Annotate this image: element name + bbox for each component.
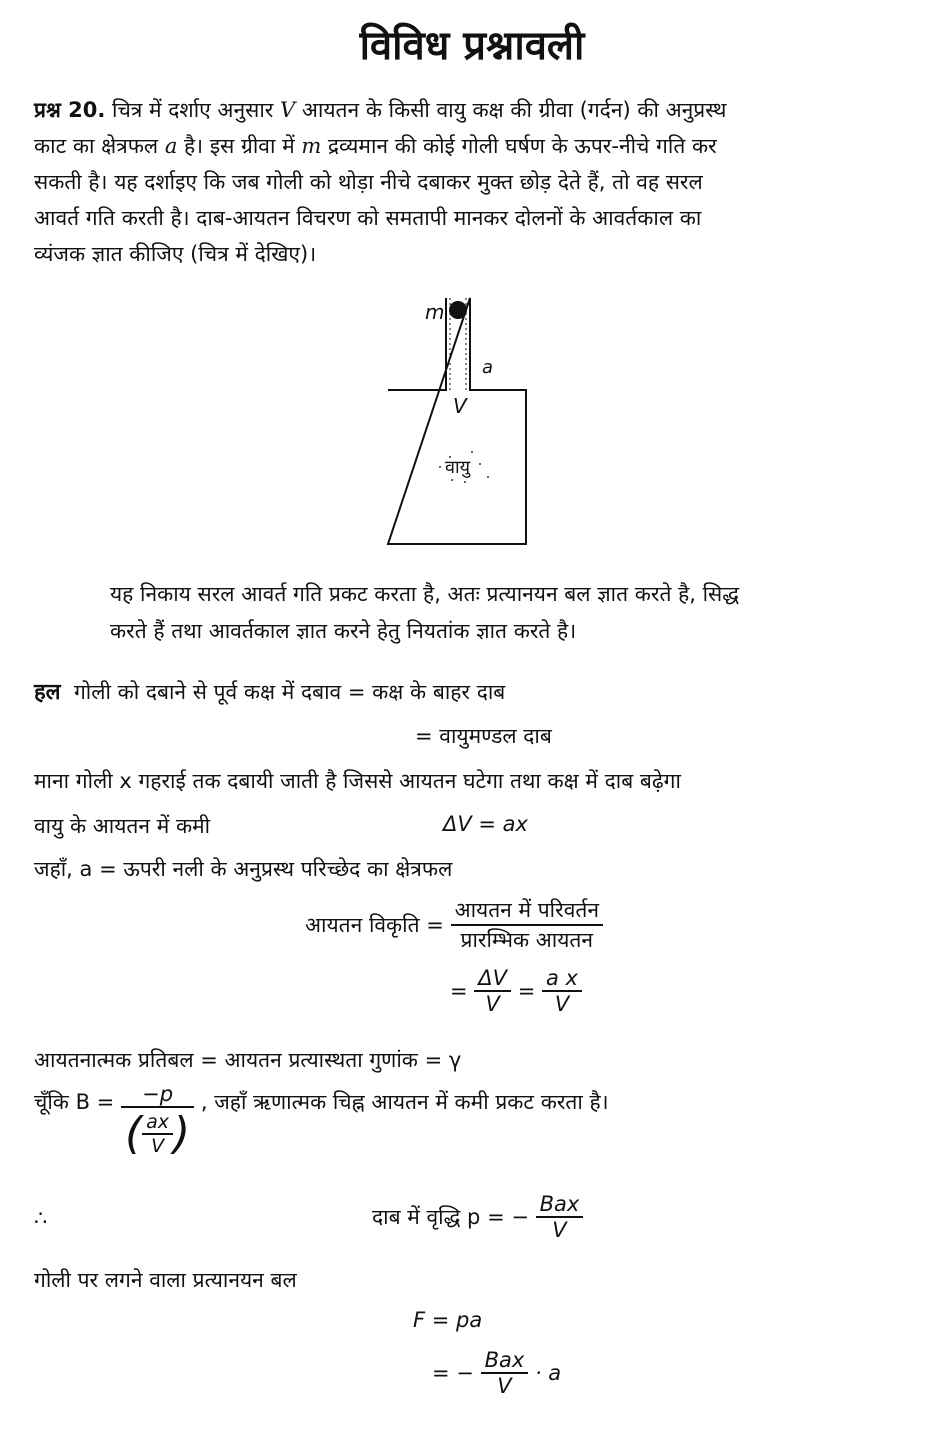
force-eq: F = pa [413,1308,483,1332]
strain-fraction: $\frac{\text{आयतन में परिवर्तन}}{\text{प्रारम्भिक आयतन}}$ [451,896,603,954]
air-label: वायु [445,457,471,478]
solution-line-4a: वायु के आयतन में कमी [34,814,211,838]
solution-line-7: आयतनात्मक प्रतिबल = आयतन प्रत्यास्थता गुणांक = γ [34,1048,462,1072]
pressure-increase-eq: दाब में वृद्धि p = − $\frac{\text{Bax}}{V}$ [372,1192,583,1242]
question-line-1: प्रश्न 20. चित्र में दर्शाए अनुसार V आयतन के किसी वायु कक्ष की ग्रीवा (गर्दन) की अनुप्रस्थ [34,98,727,122]
strain-ratio-eq: = $\frac{\Delta V}{V}$ = $\frac{\text{a x}}{V}$ [450,966,582,1016]
page-title: विविध प्रश्नावली [359,23,585,69]
solution-label: हल [34,680,61,705]
solution-line-10: गोली पर लगने वाला प्रत्यानयन बल [34,1268,297,1292]
hint-line-2: करते हैं तथा आवर्तकाल ज्ञात करने हेतु नियतांक ज्ञात करते है। [110,619,577,643]
question-line-2: काट का क्षेत्रफल a है। इस ग्रीवा में m द्रव्यमान की कोई गोली घर्षण के ऊपर-नीचे गति कर [34,134,717,158]
air-chamber-diagram [380,292,540,552]
ball-mass [449,301,467,319]
question-line-3: सकती है। यह दर्शाइए कि जब गोली को थोड़ा नीचे दबाकर मुक्त छोड़ देते हैं, तो वह सरल [34,170,703,194]
chamber-outline [388,298,526,544]
bulk-modulus-eq: चूँकि B = −p ( $\frac{ax}{V}$ ) , जहाँ ऋणात्मक चिह्न आयतन में कमी प्रकट करता है। [34,1082,609,1159]
solution-line-2: = वायुमण्डल दाब [415,724,552,748]
solution-line-1: हल गोली को दबाने से पूर्व कक्ष में दबाव = कक्ष के बाहर दाब [34,680,506,705]
volume-strain-eq: आयतन विकृति = $\frac{\text{आयतन में परिवर्तन}}{\text{प्रारम्भिक आयतन}}$ [305,896,603,954]
solution-line-3: माना गोली x गहराई तक दबायी जाती है जिससे आयतन घटेगा तथा कक्ष में दाब बढ़ेगा [34,769,681,793]
question-label: प्रश्न 20. [34,98,106,122]
solution-line-5: जहाँ, a = ऊपरी नली के अनुप्रस्थ परिच्छेद का क्षेत्रफल [34,857,453,881]
solution-line-4b: ΔV = ax [443,812,528,836]
mass-label: m [425,300,445,324]
therefore-symbol: ∴ [34,1206,48,1230]
area-label: a [482,357,494,378]
question-line-5: व्यंजक ज्ञात कीजिए (चित्र में देखिए)। [34,242,317,266]
hint-line-1: यह निकाय सरल आवर्त गति प्रकट करता है, अतः प्रत्यानयन बल ज्ञात करते है, सिद्ध [110,582,740,606]
force-expansion-eq: = − $\frac{\text{Bax}}{V}$ · a [432,1348,562,1398]
volume-label: V [453,394,467,418]
question-line-4: आवर्त गति करती है। दाब-आयतन विचरण को समतापी मानकर दोलनों के आवर्तकाल का [34,206,702,230]
